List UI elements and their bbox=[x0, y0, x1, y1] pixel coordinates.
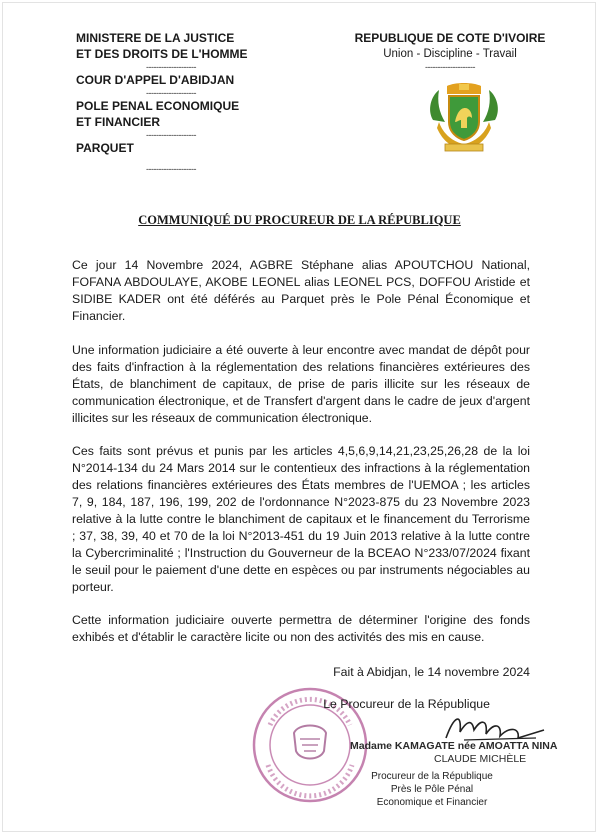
separator: -------------------- bbox=[146, 88, 196, 98]
republic-header bbox=[330, 30, 570, 72]
parquet-label: PARQUET bbox=[76, 141, 134, 155]
separator: -------------------- bbox=[425, 62, 475, 72]
role-line-1: Procureur de la République bbox=[371, 771, 493, 782]
separator: -------------------- bbox=[146, 62, 196, 72]
role-line-2: Près le Pôle Pénal bbox=[390, 784, 474, 795]
separator: -------------------- bbox=[146, 164, 196, 174]
role-line-3: Economique et Financier bbox=[376, 797, 488, 808]
signatory-name: Madame KAMAGATE née AMOATTA NINA bbox=[350, 740, 558, 752]
ministry-line-2: ET DES DROITS DE L'HOMME bbox=[76, 47, 248, 61]
communique-title bbox=[0, 213, 599, 228]
paragraph-1: Ce jour 14 Novembre 2024, AGBRE Stéphane alias APOUTCHOU National, FOFANA ABDOULAYE, AKOBE LEONEL alias LEONEL PCS, DOFFOU Aristide et SIDIBE KADER ont été déférés au Parquet près le Pole Pénal Économique et Financier. bbox=[72, 258, 530, 323]
ministry-header bbox=[76, 30, 266, 174]
communique-title-text: COMMUNIQUÉ DU PROCUREUR DE LA RÉPUBLIQUE bbox=[138, 213, 461, 227]
separator: -------------------- bbox=[146, 130, 196, 140]
country-name: REPUBLIQUE DE COTE D'IVOIRE bbox=[354, 31, 546, 45]
court-name: COUR D'APPEL D'ABIDJAN bbox=[76, 73, 235, 87]
pole-line-1: POLE PENAL ECONOMIQUE bbox=[76, 99, 240, 113]
place-and-date: Fait à Abidjan, le 14 novembre 2024 bbox=[333, 665, 530, 679]
paragraph-2: Une information judiciaire a été ouverte à leur encontre avec mandat de dépôt pour des faits d'infraction à la réglementation des relations financières extérieures des États, de blanchiment de capitaux, de prise de paris illicite sur les réseaux de communication électronique, et de Transfert d'argent dans le cadre de jeux d'argent illicites sur les réseaux de communication électronique. bbox=[72, 343, 530, 425]
signatory-title: Le Procureur de la République bbox=[323, 697, 490, 711]
pole-line-2: ET FINANCIER bbox=[76, 115, 160, 129]
ivory-coast-coat-of-arms-icon bbox=[425, 82, 503, 154]
national-motto: Union - Discipline - Travail bbox=[383, 48, 517, 60]
signatory-role bbox=[367, 770, 497, 809]
ministry-line-1: MINISTERE DE LA JUSTICE bbox=[76, 31, 235, 45]
paragraph-3: Ces faits sont prévus et punis par les articles 4,5,6,9,14,21,23,25,26,28 de la loi N°2014-134 du 24 Mars 2014 sur le contentieux des infractions à la réglementation des relations financières extérieures des États membres de l'UEMOA ; les articles 7, 9, 184, 187, 196, 199, 202 de l'ordonnance N°2023-875 du 23 Novembre 2023 relative à la lutte contre le blanchiment de capitaux et le financement du Terrorisme ; 37, 38, 39, 40 et 70 de la loi N°2013-451 du 19 Juin 2013 relative à la lutte contre la Cybercriminalité ; l'Instruction du Gouverneur de la BCEAO N°233/07/2024 fixant le seuil pour le paiement d'une dette en espèces ou par instruments négociables au porteur. bbox=[72, 444, 530, 594]
signatory-first-names: CLAUDE MICHÈLE bbox=[434, 753, 527, 765]
paragraph-4: Cette information judiciaire ouverte permettra de déterminer l'origine des fonds exhibés et d'établir le caractère licite ou non des activités des mis en cause. bbox=[72, 613, 530, 644]
